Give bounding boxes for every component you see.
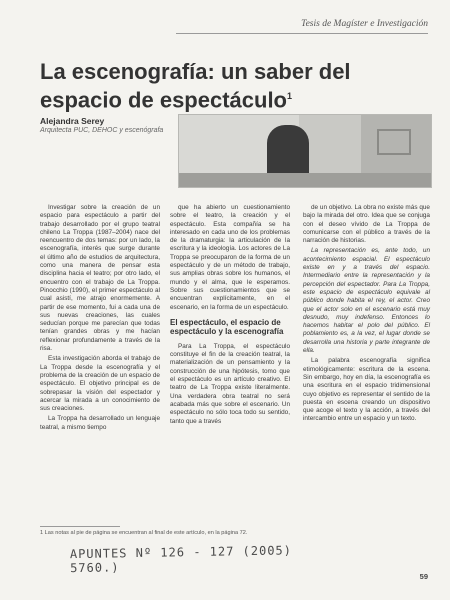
col3-paragraph: La representación es, ante todo, un acontecimiento espacial. El espectáculo existe en y a través del espacio. Intermediario entre la representación y la percepción del espectador. Para La Troppa, este espacio de espectáculo equivale al público donde habita el rey, el actor. Creo que el actor solo en el escenario está muy desnudo, muy indefenso. Entonces lo hacemos habitar el polo del público. El poblamiento es, a la vez, el lugar donde se desarrolla una historia y parte integrante de ella. [303, 247, 430, 355]
footnote: 1 Las notas al pie de página se encuentran al final de este artículo, en la página 72. [40, 530, 248, 536]
column-1 [40, 204, 160, 434]
title-footnote-mark: 1 [287, 91, 293, 101]
page-number: 59 [419, 572, 428, 581]
footnote-rule [40, 526, 120, 527]
column-2 [170, 204, 290, 428]
handwritten-citation: APUNTES Nº 126 - 127 (2005) 5760.) [69, 543, 293, 576]
col1-paragraph: La Troppa ha desarrollado un lenguaje teatral, a mismo tiempo [40, 415, 160, 431]
photo-frame [377, 129, 411, 155]
col3-paragraph: de un objetivo. La obra no existe más que bajo la mirada del otro. Idea que se conjuga con el deseo vívido de La Troppa de comunicarse con el público a través de la narración de historias. [303, 204, 430, 245]
running-head: Tesis de Magíster e Investigación [301, 19, 428, 29]
article-title [40, 60, 430, 112]
column-3 [303, 204, 430, 426]
col3-paragraph: La palabra escenografía significa etimológicamente: escritura de la escena. Sin embargo, hoy en día, la escenografía es una escritura en el espacio tridimensional cuyo objetivo es representar el sentido de la puesta en escena creando un dispositivo que acoge el texto y la acción, a través del intercambio entre un espacio y un texto. [303, 357, 430, 423]
section-subheading: El espectáculo, el espacio de espectáculo y la escenografía [170, 317, 284, 337]
col2-paragraph: que ha abierto un cuestionamiento sobre el teatro, la creación y el espectáculo. Esta compañía se ha interesado en cada uno de los problemas de la dramaturgia: la articulación de la escritura y la ideología. Los actores de La Troppa se preocuparon de la forma de un espectáculo y de un método de trabajo, sus amplias obras sobre los humanos, el mundo y el alma, que le esperamos. Sobre sus cuestionamientos que se encuentran explícitamente, en el escenario, en la forma de un espectáculo. [170, 204, 290, 311]
article-title-text: La escenografía: un saber del espacio de espectáculo [40, 59, 351, 113]
header-rule [176, 33, 428, 34]
col2-paragraph: Para La Troppa, el espectáculo constituye el fin de la creación teatral, la materialización de un pensamiento y la construcción de una hipótesis, tomo que el espectáculo es un artículo creativo. El teatro de La Troppa existe literalmente. Una verdadera obra teatral no será acabada más que sobre el escenario. Un espectáculo no sólo toca todo su sentido, tanto que a través [170, 342, 290, 425]
col1-paragraph: Esta investigación aborda el trabajo de La Troppa desde la escenografía y el problema de la creación de un espacio de espectáculo. El objetivo principal es de sobrepasar la visión del espectador y acercar la mirada a un conocimiento de sus creaciones. [40, 355, 160, 413]
col1-paragraph: Investigar sobre la creación de un espacio para espectáculo a partir del trabajo desarrollado por el grupo teatral chileno La Troppa (1987–2004) nace del reencuentro de dos temas: por un lado, la escenografía, interés que surge durante el último año de estudios de arquitectura, como una manera de pensar esta disciplina hacia el teatro; por otro lado, el encuentro con el trabajo de La Troppa. Pinocchio (1990), el primer espectáculo al cual asistí, me atrajo enormemente. A partir de ese momento, fui a cada una de sus nuevas creaciones, las cuales seducían porque me parecían que todas tenían grandes obras y me hacían reflexionar profundamente a través de la risa. [40, 204, 160, 353]
author-affiliation: Arquitecta PUC, DEHOC y escenógrafa [40, 127, 164, 134]
photo-figure [267, 125, 309, 177]
stage-photo [178, 114, 432, 188]
author-name: Alejandra Serey [40, 116, 105, 126]
photo-floor [179, 173, 431, 187]
